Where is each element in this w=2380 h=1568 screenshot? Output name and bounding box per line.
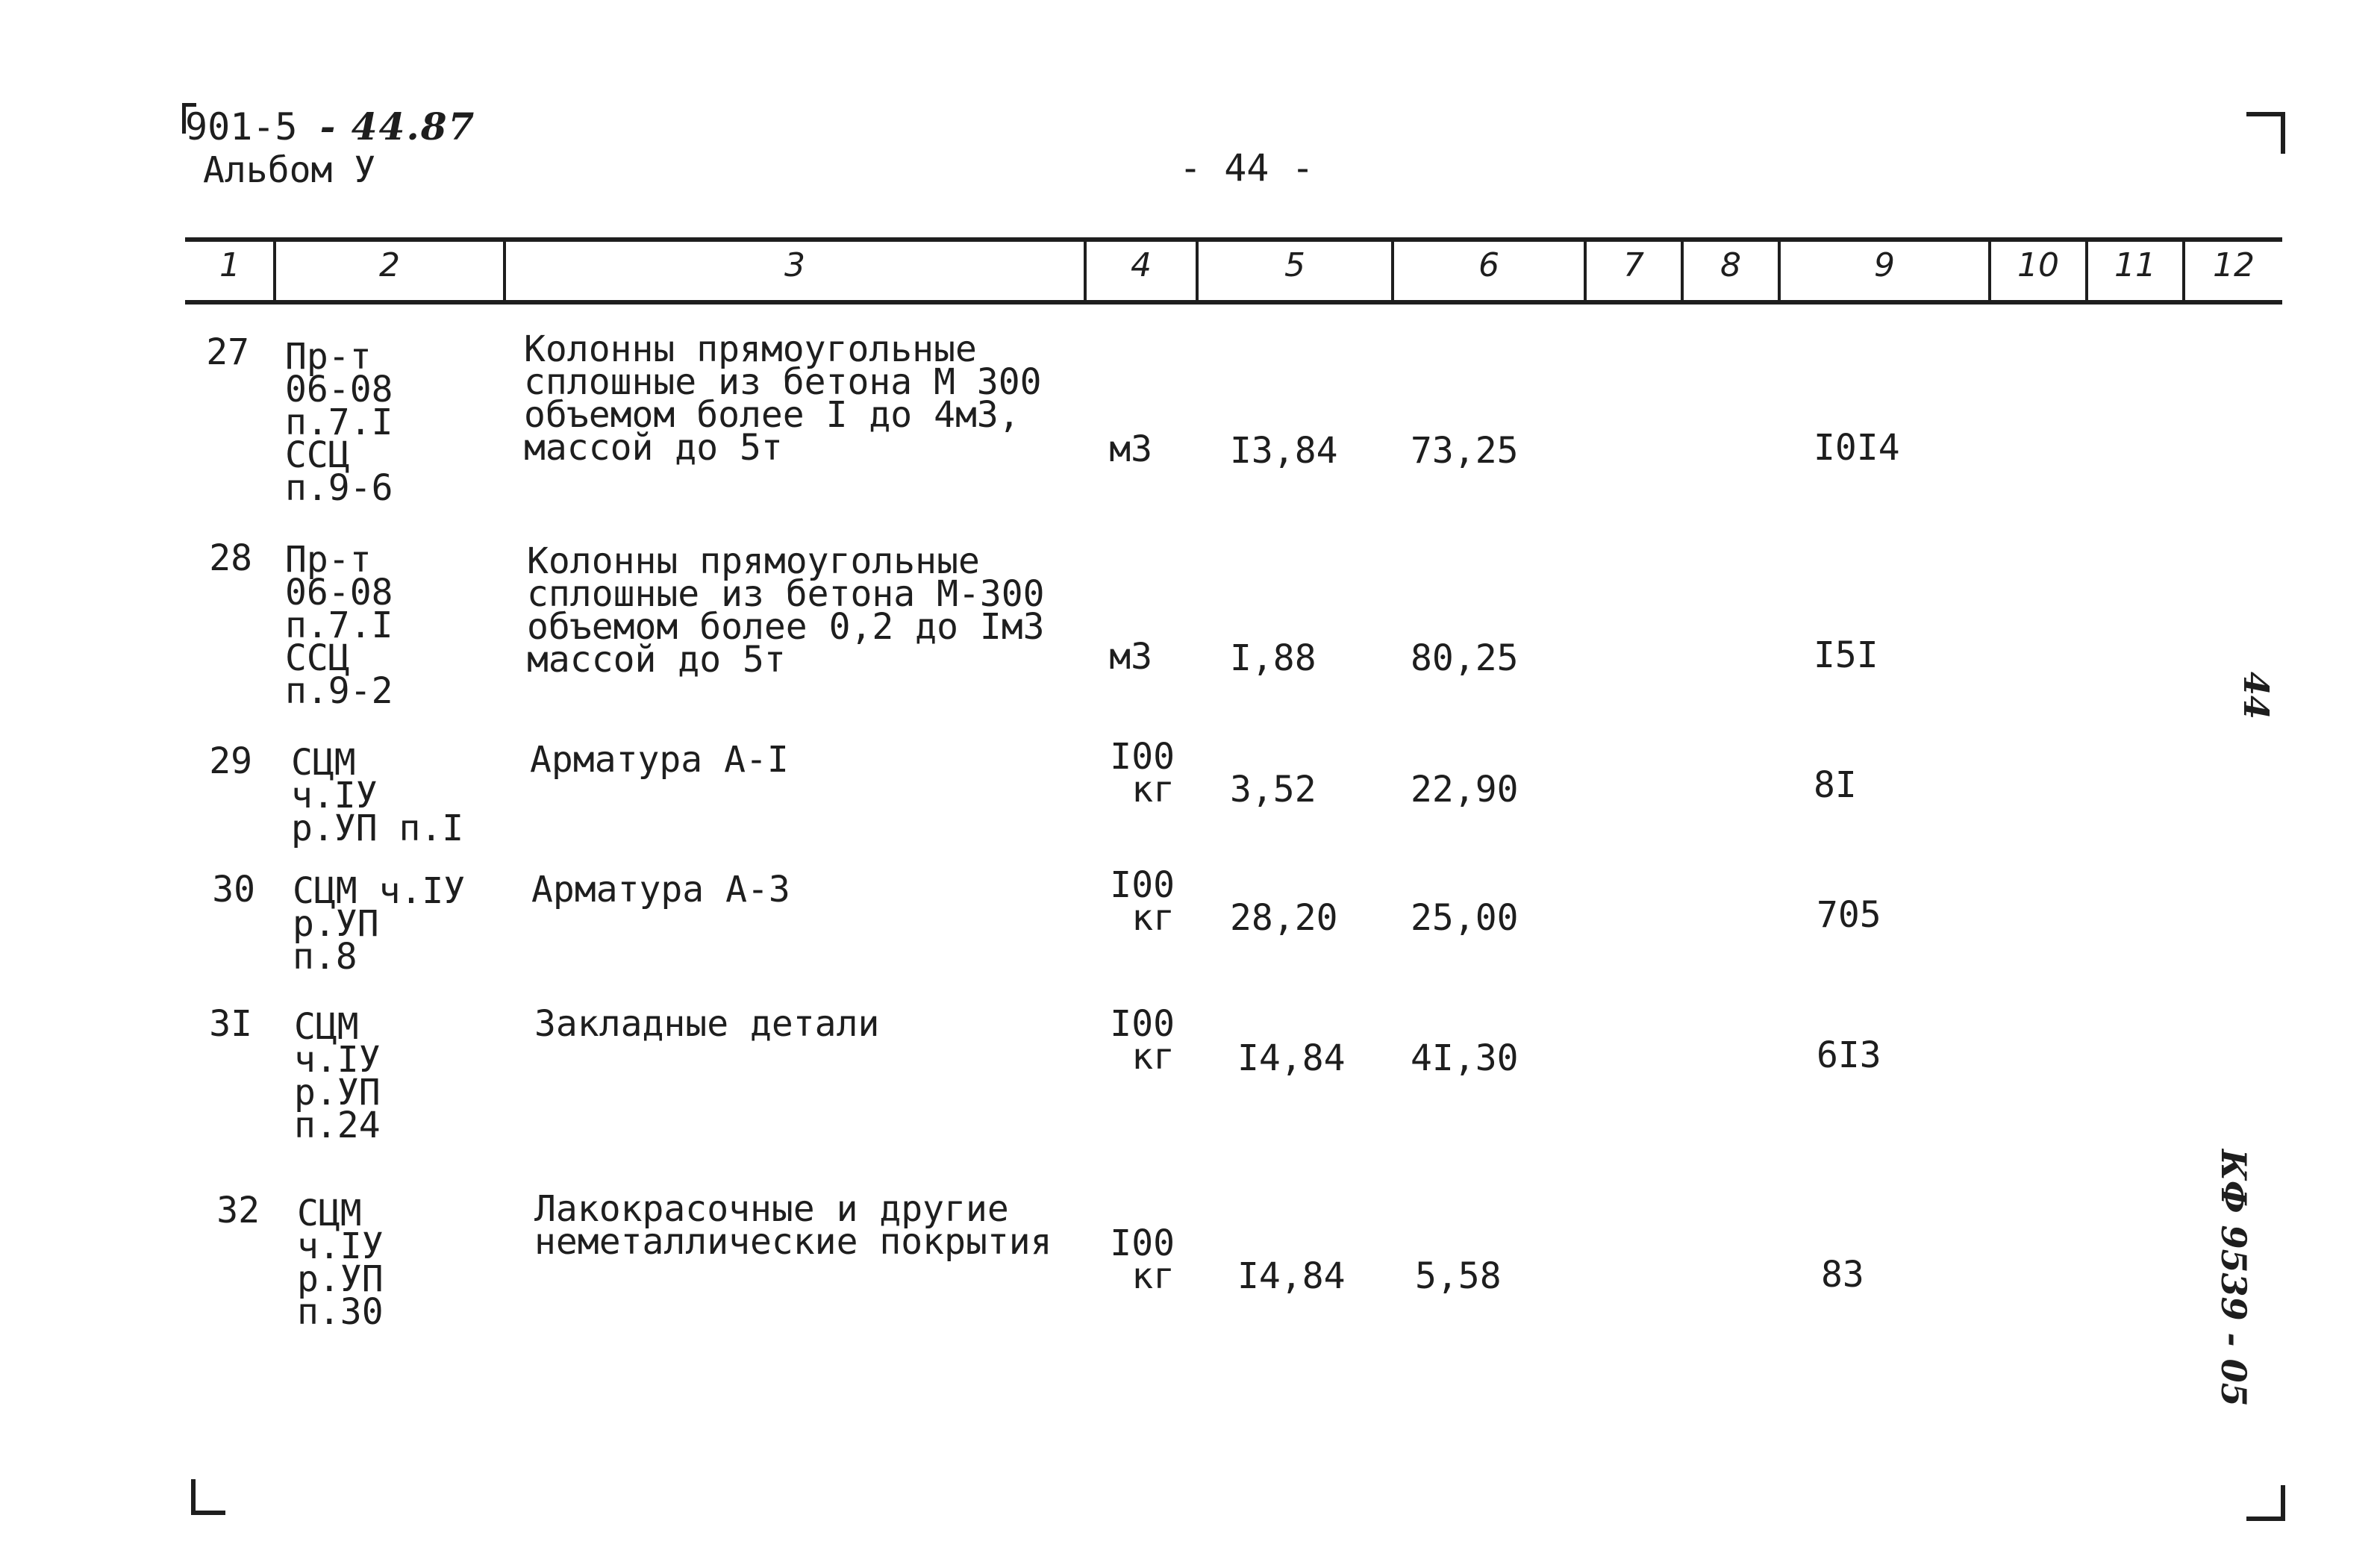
quantity: I,88 (1230, 637, 1317, 679)
norm-reference: Пр-т 06-08 п.7.I ССЦ п.9-6 (285, 336, 393, 509)
row-number: 30 (212, 869, 255, 910)
album-label: Альбом У (203, 149, 376, 191)
table-top-rule (185, 237, 2282, 242)
column-header: 1 (219, 246, 240, 284)
unit-price: 5,58 (1415, 1255, 1502, 1297)
total-cost: 6I3 (1817, 1034, 1881, 1076)
unit-price: 22,90 (1411, 769, 1519, 810)
work-description: Лакокрасочные и другие неметаллические покрытия (534, 1188, 1052, 1263)
corner-mark-bottom-left (191, 1479, 225, 1515)
column-header: 5 (1284, 246, 1305, 284)
quantity: 28,20 (1230, 897, 1338, 939)
row-number: 27 (206, 331, 249, 373)
work-description: Колонны прямоугольные сплошные из бетона М 300 объемом более I до 4м3, массой до 5т (524, 328, 1042, 469)
work-description: Арматура А-I (530, 739, 789, 781)
row-number: 3I (209, 1003, 252, 1045)
column-header: 3 (784, 246, 805, 284)
quantity: I4,84 (1237, 1037, 1346, 1079)
document-code-handwritten: - 44.87 (319, 104, 476, 149)
document-code (185, 104, 475, 149)
column-header: 7 (1623, 246, 1644, 284)
unit: м3 (1109, 636, 1152, 678)
quantity: I4,84 (1237, 1255, 1346, 1297)
norm-reference: СЦМ ч.IУ р.УП п.8 (293, 870, 466, 978)
unit: I00 кг (1110, 1222, 1175, 1297)
work-description: Арматура А-3 (531, 869, 790, 910)
unit: I00 кг (1110, 864, 1175, 939)
unit-price: 25,00 (1411, 897, 1519, 939)
column-header: 4 (1131, 246, 1152, 284)
column-header: 8 (1720, 246, 1741, 284)
quantity: 3,52 (1230, 769, 1317, 810)
handwritten-page-number: 44 (2236, 672, 2276, 720)
row-number: 29 (209, 740, 252, 782)
unit: I00 кг (1110, 736, 1175, 810)
unit: м3 (1109, 428, 1152, 470)
unit-price: 73,25 (1411, 430, 1519, 472)
table-header-bottom-rule (185, 300, 2282, 304)
column-header: 12 (2213, 246, 2255, 284)
unit-price: 4I,30 (1411, 1037, 1519, 1079)
column-header: 11 (2114, 246, 2156, 284)
column-header: 2 (379, 246, 400, 284)
row-number: 28 (209, 537, 252, 579)
work-description: Колонны прямоугольные сплошные из бетона М-300 объемом более 0,2 до Iм3 массой до 5т (527, 540, 1045, 681)
work-description: Закладные детали (534, 1003, 880, 1045)
total-cost: I5I (1814, 634, 1878, 676)
column-header: 6 (1478, 246, 1499, 284)
document-code-printed: 901-5 (185, 105, 298, 149)
column-header: 9 (1874, 246, 1895, 284)
column-header: 10 (2017, 246, 2059, 284)
norm-reference: Пр-т 06-08 п.7.I ССЦ п.9-2 (285, 539, 393, 712)
corner-mark-top-right (2246, 112, 2285, 154)
quantity: I3,84 (1230, 430, 1338, 472)
total-cost: 705 (1817, 894, 1881, 936)
unit: I00 кг (1110, 1003, 1175, 1078)
row-number: 32 (216, 1190, 260, 1231)
archive-code: КФ 9539 - 05 (2214, 1149, 2254, 1407)
corner-mark-bottom-right (2246, 1485, 2285, 1521)
total-cost: 8I (1814, 764, 1857, 806)
norm-reference: СЦМ ч.IУ р.УП п.I (291, 742, 464, 849)
page-number: - 44 - (1179, 146, 1314, 190)
norm-reference: СЦМ ч.IУ р.УП п.30 (297, 1193, 384, 1333)
total-cost: I0I4 (1814, 427, 1900, 469)
norm-reference: СЦМ ч.IУ р.УП п.24 (294, 1006, 381, 1146)
total-cost: 83 (1821, 1254, 1864, 1296)
unit-price: 80,25 (1411, 637, 1519, 679)
